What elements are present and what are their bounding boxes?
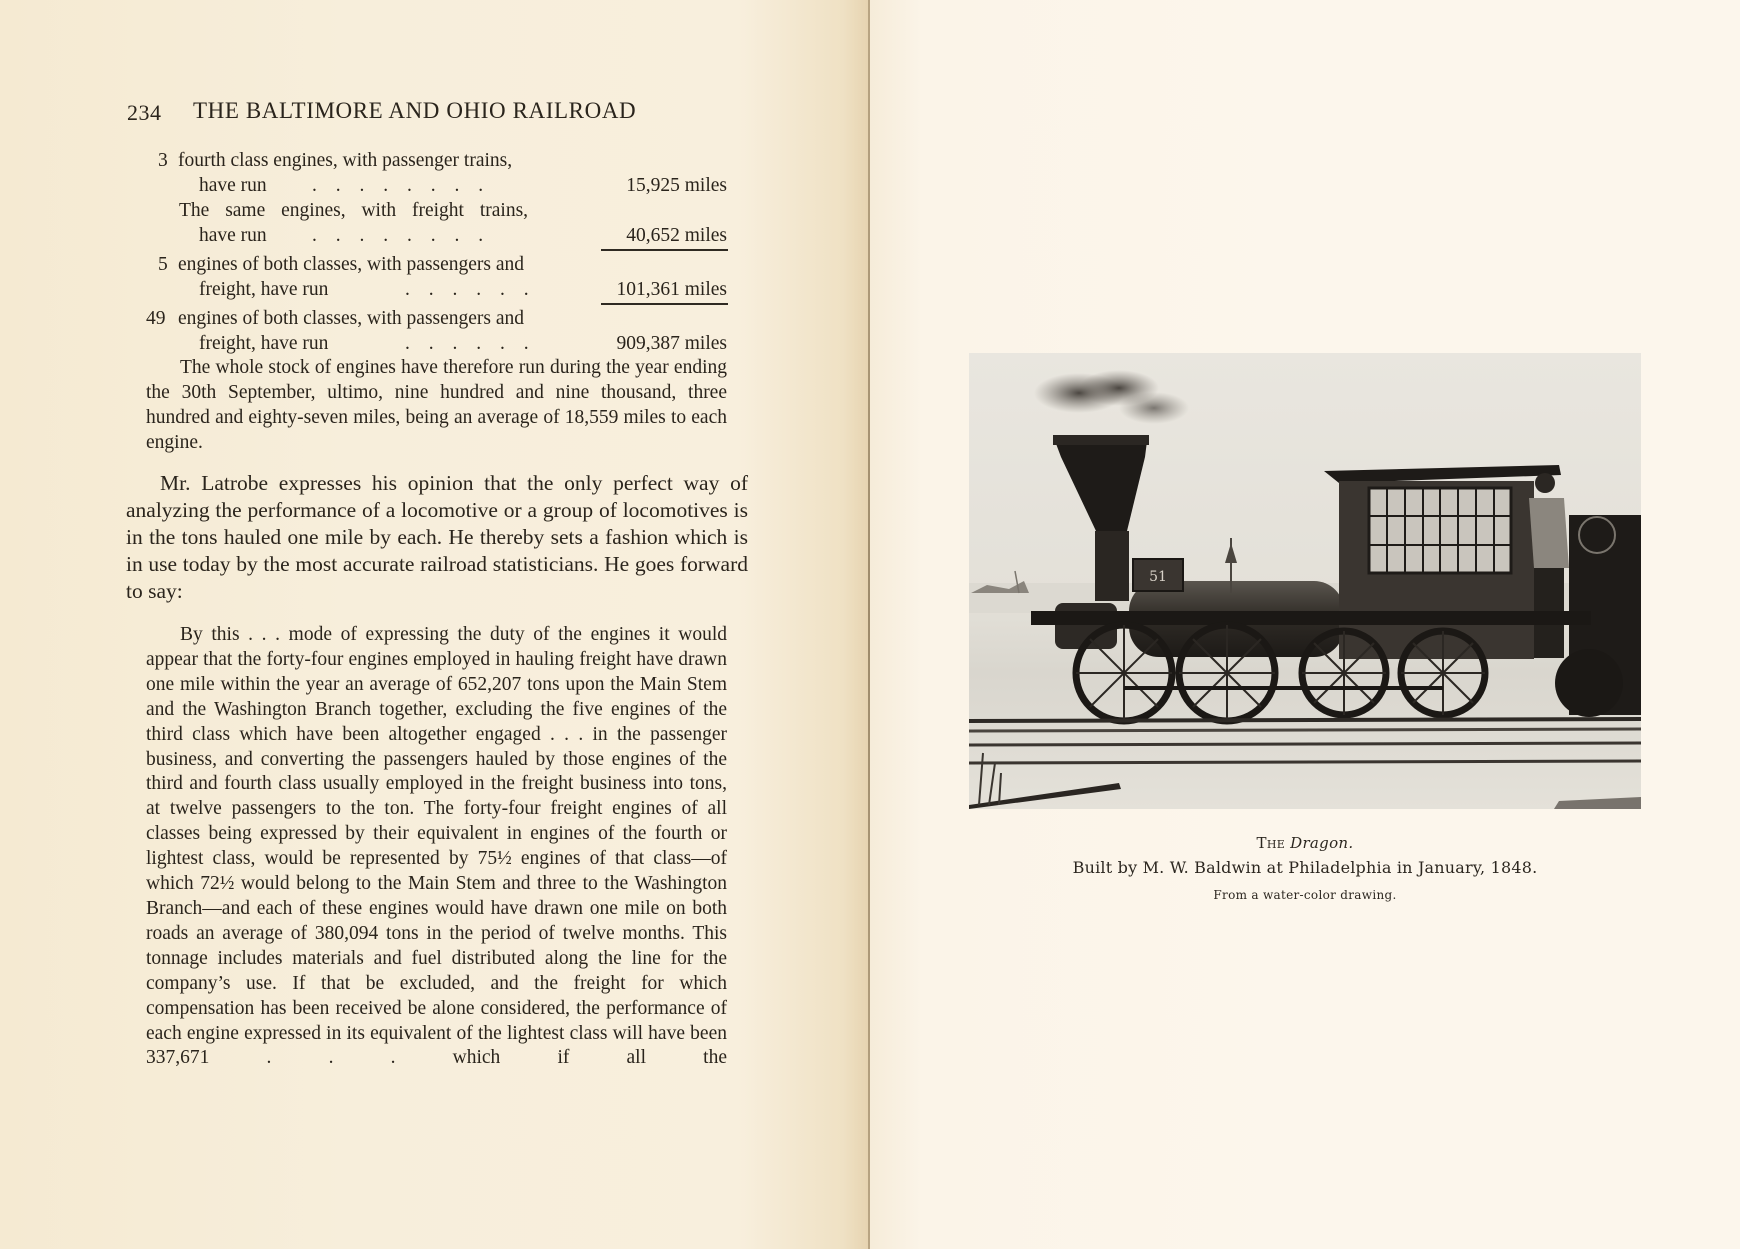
sum-rule [601,249,728,251]
page-number: 234 [127,100,162,125]
sum-rule [601,303,728,305]
leader-dots: . . . . . . [405,333,529,354]
block-quotation [146,623,727,1071]
tender-wheel [1555,649,1623,717]
body-paragraph [126,470,748,605]
locomotive-illustration [969,353,1641,809]
table-row-count: 49 [146,308,166,329]
caption-title-prefix: The [1256,834,1286,852]
smoke-puff [1119,392,1189,424]
railroad-track [969,719,1641,763]
grass-tuft [979,753,1001,805]
table-row-amount: 909,387 miles [616,333,727,354]
locomotive-drawing [969,353,1641,809]
leader-dots: . . . . . . [405,279,529,300]
running-title: THE BALTIMORE AND OHIO RAILROAD [193,98,637,123]
cab-roof [1324,465,1561,483]
table-row-count: 5 [158,254,168,275]
smokestack-rim [1053,435,1149,445]
leader-dots: . . . . . . . . [312,175,484,196]
engineer-body [1529,498,1569,568]
table-row-continuation: have run [199,225,267,246]
table-row-description: engines of both classes, with passengers and [178,254,525,275]
table-row-amount: 101,361 miles [616,279,727,300]
table-row-count: 3 [158,150,168,171]
summary-paragraph [146,356,727,456]
leader-dots: . . . . . . . . [312,225,484,246]
table-row-description: The same engines, with freight trains, [179,200,529,221]
quotation-text: By this . . . mode of expressing the duty of the engines it would appear that the forty-four engines employed in hauling freight have drawn one mile within the year an average of 652,207 tons upon the Main Stem and the Washington Branch together, excluding the five engines of the third class which have been altogether engaged . . . in the passenger business, and converting the passengers hauled by those engines of the third and fourth class usually employed in the freight business into tons, at twelve passengers to the ton. The forty-four freight engines of all classes being expressed by their equivalent in engines of the fourth or lightest class, would be represented by 75½ engines of that class—of which 72½ would belong to the Main Stem and three to the Washington Branch—and each of these engines would have drawn one mile on both roads an average of 380,094 tons in the period of twelve months. This tonnage includes materials and fuel distributed along the line for the company’s use. If that be excluded, and the freight for which compensation has been received be alone considered, the performance of each engine expressed in its equivalent of the lightest class will have been 337,671 . . . which if all the [146,624,727,1069]
smokestack [1055,441,1147,531]
table-row-continuation: have run [199,175,267,196]
table-row-description: engines of both classes, with passengers and [178,308,525,329]
caption-title-name: Dragon. [1290,834,1354,852]
caption-title [969,834,1641,852]
summary-text: The whole stock of engines have therefore run during the year ending the 30th September, ultimo, nine hundred and nine thousand, three hundred and eighty-seven miles, being an average of 18,559 miles to each engine. [146,357,727,453]
table-row-continuation: freight, have run [199,279,329,300]
table-row-description: fourth class engines, with passenger trains, [178,150,513,171]
table-row-amount: 40,652 miles [626,225,727,246]
table-row-amount: 15,925 miles [626,175,727,196]
book-gutter [868,0,870,1249]
stack-base [1095,531,1129,601]
foreground-shadow [1554,797,1641,809]
table-row-continuation: freight, have run [199,333,329,354]
body-text: Mr. Latrobe expresses his opinion that the only perfect way of analyzing the performance of a locomotive or a group of locomotives is in the tons hauled one mile by each. He thereby sets a fashion which is in use today by the most accurate railroad statisticians. He goes forward to say: [126,471,748,603]
engineer-head [1535,473,1555,493]
caption-builder-line: Built by M. W. Baldwin at Philadelphia in January, 1848. [1072,858,1538,877]
caption-source-line: From a water-color drawing. [1213,888,1397,902]
engine-number: 51 [1149,569,1167,585]
